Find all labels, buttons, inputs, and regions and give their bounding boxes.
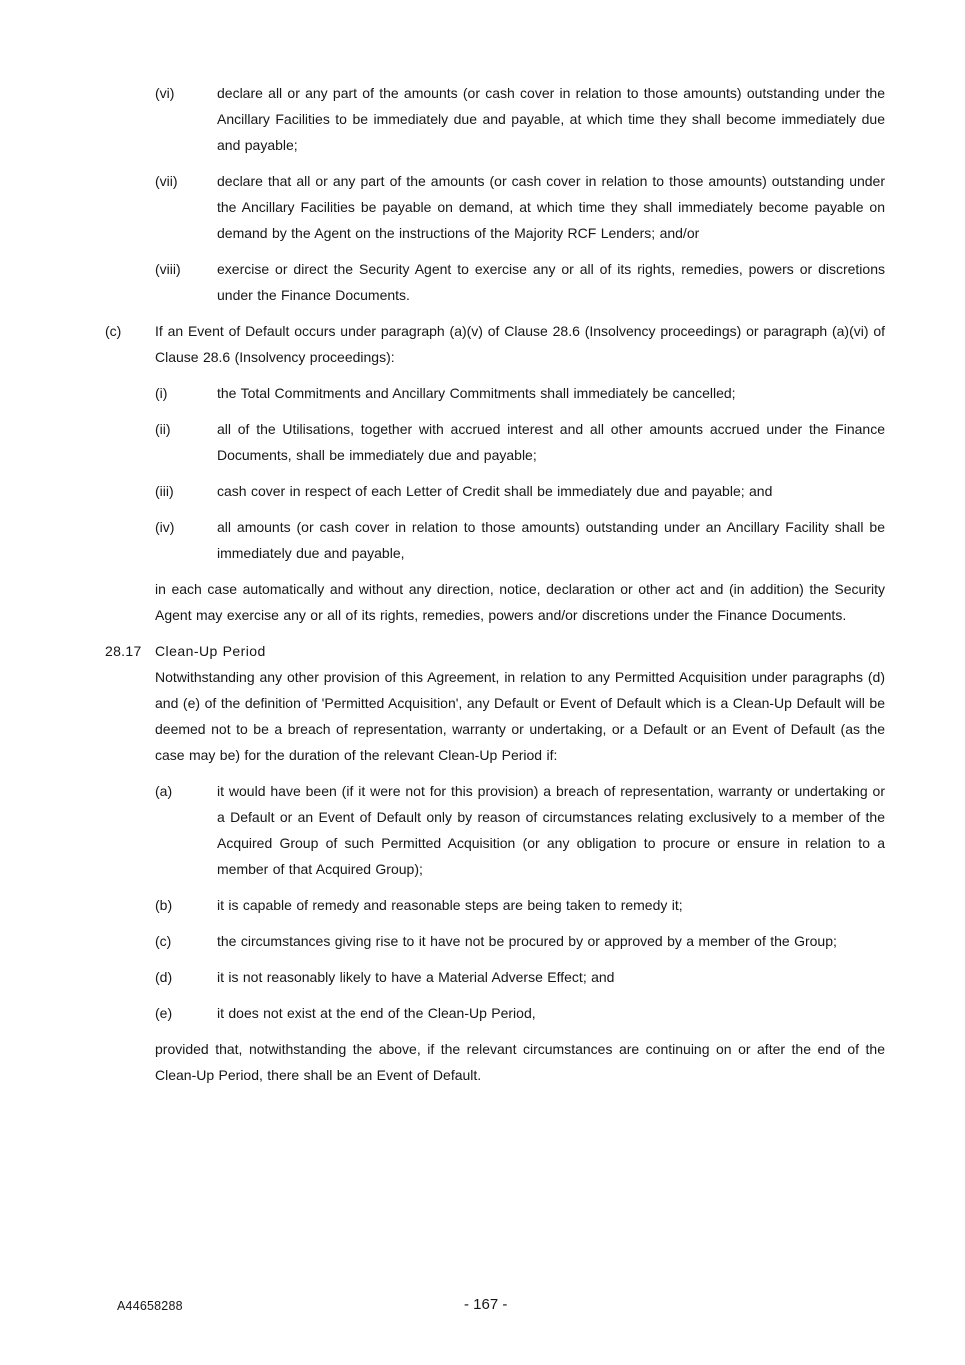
clause-marker: (e)	[155, 1005, 173, 1021]
paragraph	[105, 576, 885, 628]
section-number: 28.17	[105, 643, 142, 659]
paragraph	[105, 664, 885, 768]
clause-text: it is capable of remedy and reasonable steps are being taken to remedy it;	[217, 897, 683, 913]
clause-marker: (c)	[105, 323, 122, 339]
clause-text: exercise or direct the Security Agent to exercise any or all of its rights, remedies, powers or discretions under the Finance Documents.	[217, 261, 885, 303]
page-number: - 167 -	[464, 1296, 508, 1313]
clause-marker: (ii)	[155, 421, 171, 437]
clause-text: provided that, notwithstanding the above, if the relevant circumstances are continuing on or after the end of the Clean-Up Period, there shall be an Event of Default.	[155, 1041, 885, 1083]
clause-text: the circumstances giving rise to it have not be procured by or approved by a member of the Group;	[217, 933, 837, 949]
clause-item	[105, 318, 885, 370]
clause-item	[105, 80, 885, 158]
clause-text: all of the Utilisations, together with accrued interest and all other amounts accrued under the Finance Documents, shall be immediately due and payable;	[217, 421, 885, 463]
clause-marker: (vii)	[155, 173, 178, 189]
section-heading	[105, 638, 885, 664]
clause-marker: (d)	[155, 969, 173, 985]
clause-marker: (viii)	[155, 261, 181, 277]
clause-text: cash cover in respect of each Letter of Credit shall be immediately due and payable; and	[217, 483, 773, 499]
clause-text: it would have been (if it were not for this provision) a breach of representation, warranty or undertaking or a Default or an Event of Default only by reason of circumstances relating exclusively to a member of the Acquired Group of such Permitted Acquisition (or any obligation to procure or ensure in relation to a member of that Acquired Group);	[217, 783, 885, 877]
clause-marker: (c)	[155, 933, 172, 949]
clause-text: all amounts (or cash cover in relation to those amounts) outstanding under an Ancillary Facility shall be immediately due and payable,	[217, 519, 885, 561]
clause-marker: (b)	[155, 897, 173, 913]
clause-marker: (vi)	[155, 85, 175, 101]
clause-item	[105, 380, 885, 406]
page-footer	[0, 1296, 965, 1324]
clause-item	[105, 168, 885, 246]
clause-text: declare that all or any part of the amounts (or cash cover in relation to those amounts) outstanding under the Ancillary Facilities be payable on demand, at which time they shall immediately become payable on demand by the Agent on the instructions of the Majority RCF Lenders; and/or	[217, 173, 885, 241]
clause-item	[105, 1000, 885, 1026]
document-id: A44658288	[117, 1299, 183, 1313]
clause-item	[105, 928, 885, 954]
clause-item	[105, 416, 885, 468]
clause-text: in each case automatically and without any direction, notice, declaration or other act and (in addition) the Security Agent may exercise any or all of its rights, remedies, powers and/or discretions under the Finance Documents.	[155, 581, 885, 623]
clause-text: Notwithstanding any other provision of this Agreement, in relation to any Permitted Acquisition under paragraphs (d) and (e) of the definition of 'Permitted Acquisition', any Default or Event of Default which is a Clean-Up Default will be deemed not to be a breach of representation, warranty or undertaking, or a Default or an Event of Default (as the case may be) for the duration of the relevant Clean-Up Period if:	[155, 669, 885, 763]
clause-item	[105, 256, 885, 308]
paragraph	[105, 1036, 885, 1088]
clause-text: If an Event of Default occurs under paragraph (a)(v) of Clause 28.6 (Insolvency proceedings) or paragraph (a)(vi) of Clause 28.6 (Insolvency proceedings):	[155, 323, 885, 365]
clause-text: declare all or any part of the amounts (or cash cover in relation to those amounts) outstanding under the Ancillary Facilities to be immediately due and payable, at which time they shall become immediately due and payable;	[217, 85, 885, 153]
clause-text: it does not exist at the end of the Clean-Up Period,	[217, 1005, 536, 1021]
clause-item	[105, 514, 885, 566]
clause-marker: (a)	[155, 783, 173, 799]
clause-marker: (iii)	[155, 483, 174, 499]
document-content	[105, 70, 885, 1088]
clause-text: the Total Commitments and Ancillary Commitments shall immediately be cancelled;	[217, 385, 736, 401]
clause-item	[105, 964, 885, 990]
clause-marker: (i)	[155, 385, 168, 401]
clause-item	[105, 478, 885, 504]
clause-text: it is not reasonably likely to have a Material Adverse Effect; and	[217, 969, 615, 985]
clause-marker: (iv)	[155, 519, 175, 535]
clause-item	[105, 892, 885, 918]
clause-item	[105, 778, 885, 882]
heading-text: Clean-Up Period	[155, 643, 266, 659]
